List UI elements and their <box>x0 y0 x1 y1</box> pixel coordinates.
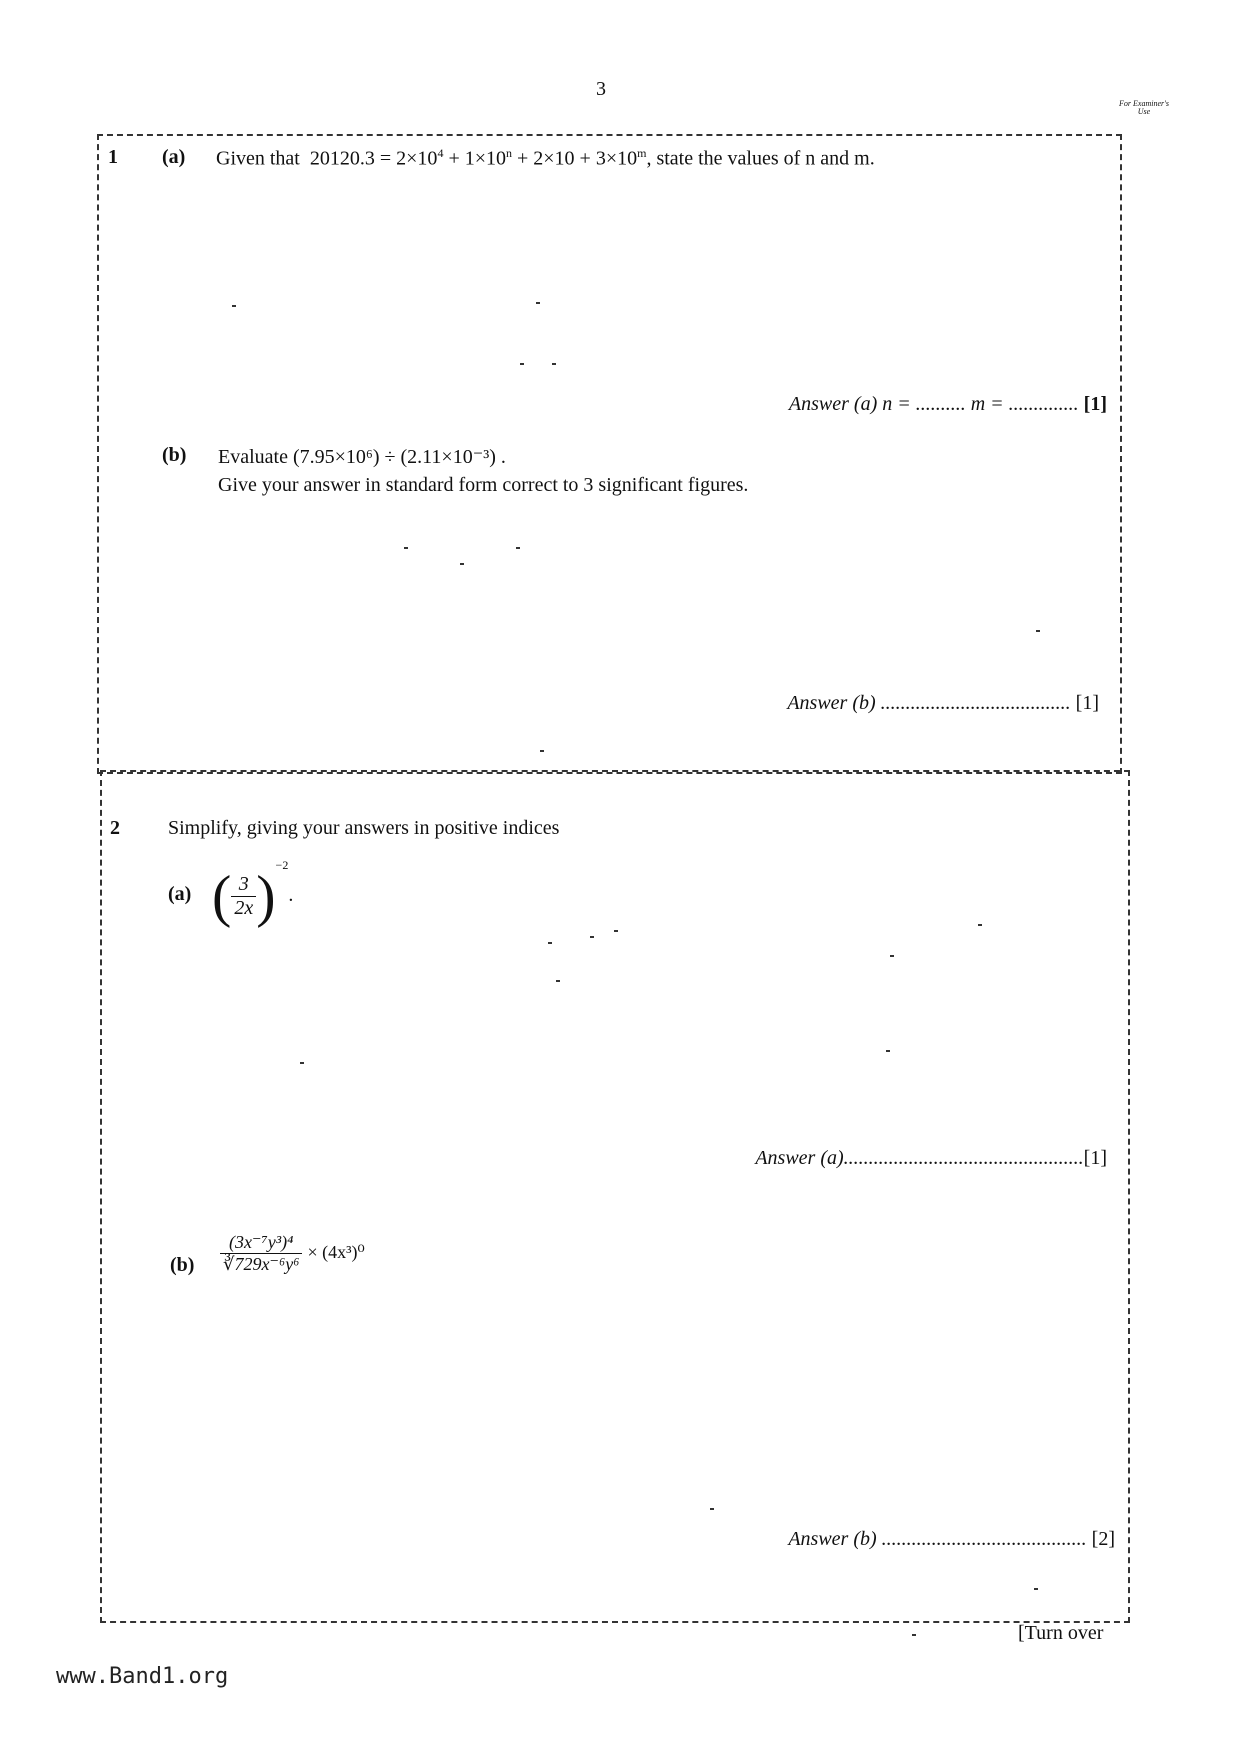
q2a-exponent: −2 <box>275 858 289 872</box>
q2b-answer-line[interactable] <box>788 1528 1115 1551</box>
scan-speck <box>614 930 618 932</box>
q2-intro: Simplify, giving your answers in positive indices <box>168 817 560 839</box>
scan-speck <box>912 1634 916 1636</box>
q2a-expression: ( $\frac{3}{2x}$ )$^{-2}$. <box>212 858 294 929</box>
turn-over-label: [Turn over <box>1018 1622 1104 1644</box>
q1a-exp2: n <box>506 146 512 160</box>
scan-speck <box>548 942 552 944</box>
scan-speck <box>460 563 464 565</box>
q2a-numerator: 3 <box>231 873 256 897</box>
q1a-answer-line[interactable] <box>789 393 1107 416</box>
q1-part-b-label: (b) <box>162 444 187 466</box>
q1a-lead: Given that <box>216 147 300 170</box>
scan-speck <box>552 363 556 365</box>
q1b-answer-label: Answer (b) ...................................... <box>787 692 1071 714</box>
q1a-question-text <box>216 146 875 171</box>
q1a-equation-mid2: + 2×10 + 3×10 <box>512 147 638 170</box>
footer-url[interactable]: www.Band1.org <box>56 1664 229 1689</box>
scan-speck <box>556 980 560 982</box>
q1b-line1: Evaluate (7.95×10⁶) ÷ (2.11×10⁻³) . <box>218 446 506 468</box>
q2b-tail: × (4x³)⁰ <box>307 1242 365 1263</box>
q2b-expression <box>220 1232 365 1275</box>
right-paren-glyph: ) <box>256 863 276 929</box>
q1-part-a-label: (a) <box>162 146 186 168</box>
examiner-use-label: For Examiner's Use <box>1119 99 1169 116</box>
q2a-mark: [1] <box>1083 1147 1107 1169</box>
q2b-answer-label: Answer (b) ......................................... <box>788 1528 1087 1550</box>
scan-speck <box>1034 1588 1038 1590</box>
scan-speck <box>890 955 894 957</box>
q2a-answer-line[interactable] <box>755 1147 1107 1170</box>
scan-speck <box>520 363 524 365</box>
q1a-equation-pre: 20120.3 = 2×10 <box>309 147 438 170</box>
q2b-denominator: ∛729x⁻⁶y⁶ <box>223 1254 300 1274</box>
scan-speck <box>404 547 408 549</box>
q1b-mark: [1] <box>1075 692 1099 714</box>
question-1-number: 1 <box>108 146 118 168</box>
left-paren-glyph: ( <box>212 863 232 929</box>
q2b-mark: [2] <box>1091 1528 1115 1550</box>
scan-speck <box>536 302 540 304</box>
scan-speck <box>710 1508 714 1510</box>
q1a-answer-label: Answer (a) n = .......... m = .............. <box>788 393 1079 415</box>
page-number: 3 <box>596 78 606 100</box>
scan-speck <box>540 750 544 752</box>
q1a-mark: [1] <box>1083 393 1107 415</box>
q2-part-b-label: (b) <box>170 1254 195 1276</box>
q1a-exp3: m <box>637 146 647 160</box>
scan-speck <box>1036 630 1040 632</box>
scan-speck <box>978 924 982 926</box>
q2b-numerator: (3x⁻⁷y³)⁴ <box>220 1232 302 1254</box>
q1b-line2: Give your answer in standard form correct to 3 significant figures. <box>218 474 749 496</box>
q1a-exp1: 4 <box>437 146 444 160</box>
q1a-equation-mid1: + 1×10 <box>443 147 506 170</box>
scan-speck <box>232 305 236 307</box>
scan-speck <box>516 547 520 549</box>
q2a-answer-label: Answer (a)................................................ <box>755 1147 1084 1169</box>
scan-speck <box>300 1062 304 1064</box>
q2a-denominator: 2x <box>234 896 254 919</box>
scan-speck <box>590 936 594 938</box>
question-2-number: 2 <box>110 817 120 839</box>
q1a-tail: , state the values of n and m. <box>646 147 875 170</box>
q1b-answer-line[interactable] <box>787 692 1099 715</box>
scan-speck <box>886 1050 890 1052</box>
q2-part-a-label: (a) <box>168 883 192 905</box>
